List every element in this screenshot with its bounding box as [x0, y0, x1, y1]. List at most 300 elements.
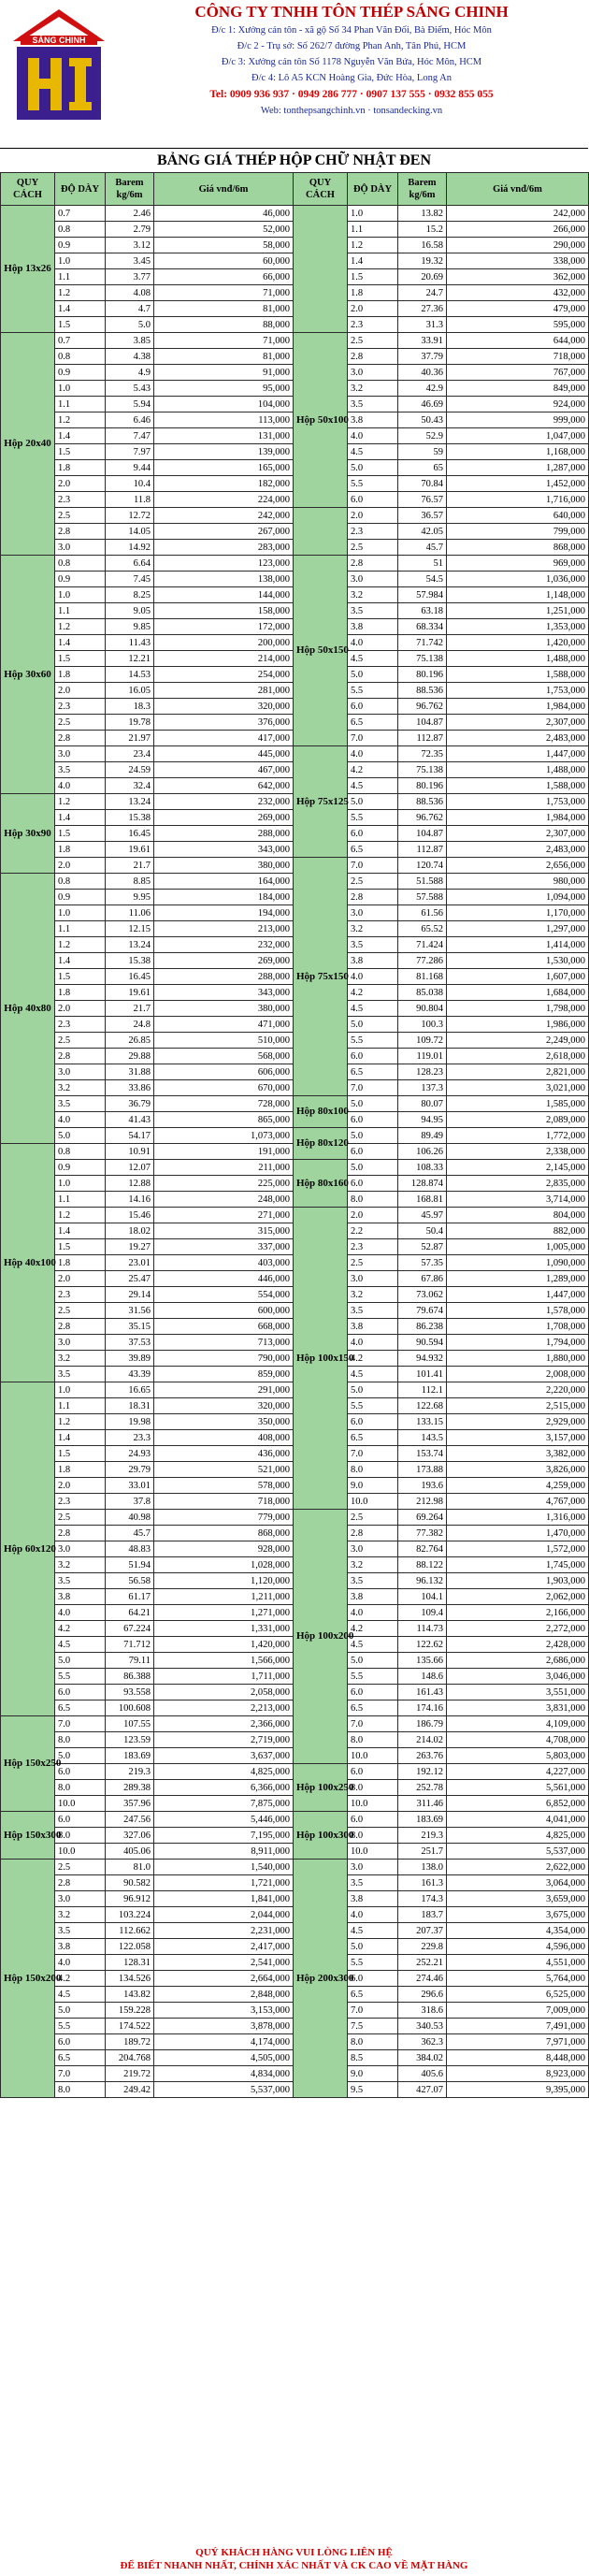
table-row: [1, 1860, 589, 1875]
thickness-cell: 0.9: [55, 1160, 106, 1176]
barem-cell: 252.78: [398, 1780, 447, 1796]
price-cell: 4,505,000: [154, 2050, 294, 2066]
barem-cell: 40.36: [398, 365, 447, 381]
barem-cell: 108.33: [398, 1160, 447, 1176]
price-cell: 3,551,000: [447, 1685, 589, 1700]
barem-cell: 56.58: [106, 1573, 154, 1589]
barem-cell: 31.56: [106, 1303, 154, 1319]
price-cell: 1,903,000: [447, 1573, 589, 1589]
thickness-cell: 2.5: [348, 333, 398, 349]
price-cell: 283,000: [154, 540, 294, 556]
price-cell: 4,041,000: [447, 1812, 589, 1828]
thickness-cell: 1.8: [55, 1462, 106, 1478]
thickness-cell: 1.4: [348, 253, 398, 269]
barem-cell: 29.79: [106, 1462, 154, 1478]
price-cell: 8,923,000: [447, 2066, 589, 2082]
thickness-cell: 2.8: [348, 890, 398, 905]
thickness-cell: 5.0: [348, 667, 398, 683]
spec-cell: Hộp 50x150: [294, 556, 348, 746]
barem-cell: 24.8: [106, 1017, 154, 1033]
barem-cell: 81.168: [398, 969, 447, 985]
barem-cell: 112.1: [398, 1382, 447, 1398]
thickness-cell: 4.5: [348, 444, 398, 460]
barem-cell: 4.9: [106, 365, 154, 381]
thickness-cell: 3.5: [55, 1367, 106, 1382]
thickness-cell: 4.5: [55, 1987, 106, 2003]
address-line: Đ/c 1: Xưởng cán tôn - xã gộ Số 34 Phan Văn Đối, Bà Điểm, Hóc Môn: [211, 25, 492, 36]
barem-cell: 219.3: [106, 1764, 154, 1780]
price-cell: 4,174,000: [154, 2034, 294, 2050]
barem-cell: 65.52: [398, 921, 447, 937]
price-cell: 58,000: [154, 238, 294, 253]
price-cell: 3,382,000: [447, 1446, 589, 1462]
barem-cell: 14.92: [106, 540, 154, 556]
price-cell: 1,745,000: [447, 1557, 589, 1573]
price-cell: 2,835,000: [447, 1176, 589, 1192]
barem-cell: 90.804: [398, 1001, 447, 1017]
thickness-cell: 2.8: [55, 1875, 106, 1891]
barem-cell: 86.388: [106, 1669, 154, 1685]
thickness-cell: 5.0: [55, 1653, 106, 1669]
barem-cell: 12.88: [106, 1176, 154, 1192]
price-cell: 376,000: [154, 715, 294, 731]
price-cell: 668,000: [154, 1319, 294, 1335]
price-cell: 2,686,000: [447, 1653, 589, 1669]
price-cell: 5,537,000: [154, 2082, 294, 2098]
thickness-cell: 8.0: [348, 1462, 398, 1478]
price-cell: 2,483,000: [447, 731, 589, 746]
barem-cell: 173.88: [398, 1462, 447, 1478]
price-cell: 254,000: [154, 667, 294, 683]
barem-cell: 16.45: [106, 826, 154, 842]
price-cell: 91,000: [154, 365, 294, 381]
thickness-cell: 1.2: [348, 238, 398, 253]
price-cell: 214,000: [154, 651, 294, 667]
price-cell: 642,000: [154, 778, 294, 794]
footer: [0, 2546, 588, 2576]
barem-cell: 183.69: [398, 1812, 447, 1828]
barem-cell: 103.224: [106, 1907, 154, 1923]
thickness-cell: 2.0: [348, 508, 398, 524]
barem-cell: 19.98: [106, 1414, 154, 1430]
price-cell: 6,525,000: [447, 1987, 589, 2003]
thickness-cell: 4.0: [55, 1605, 106, 1621]
thickness-cell: 5.5: [348, 683, 398, 699]
price-cell: 113,000: [154, 412, 294, 428]
thickness-cell: 6.0: [348, 826, 398, 842]
barem-cell: 2.79: [106, 222, 154, 238]
price-cell: 232,000: [154, 937, 294, 953]
barem-cell: 18.02: [106, 1223, 154, 1239]
thickness-cell: 3.2: [55, 1351, 106, 1367]
barem-cell: 318.6: [398, 2003, 447, 2019]
barem-cell: 24.93: [106, 1446, 154, 1462]
thickness-cell: 3.0: [55, 1891, 106, 1907]
barem-cell: 128.31: [106, 1955, 154, 1971]
price-cell: 315,000: [154, 1223, 294, 1239]
thickness-cell: 1.0: [55, 253, 106, 269]
barem-cell: 120.74: [398, 858, 447, 874]
thickness-cell: 3.0: [55, 1541, 106, 1557]
barem-cell: 80.196: [398, 778, 447, 794]
price-cell: 849,000: [447, 381, 589, 397]
price-cell: 1,488,000: [447, 762, 589, 778]
barem-cell: 33.91: [398, 333, 447, 349]
table-row: [1, 556, 589, 572]
thickness-cell: 2.0: [55, 1001, 106, 1017]
price-cell: 3,153,000: [154, 2003, 294, 2019]
thickness-cell: 1.8: [55, 460, 106, 476]
price-cell: 595,000: [447, 317, 589, 333]
thickness-cell: 8.0: [55, 1780, 106, 1796]
spec-cell: Hộp 100x300: [294, 1812, 348, 1860]
barem-cell: 357.96: [106, 1796, 154, 1812]
thickness-cell: 3.8: [348, 619, 398, 635]
price-cell: 320,000: [154, 1398, 294, 1414]
thickness-cell: 3.5: [55, 1096, 106, 1112]
spec-cell: Hộp 60x120: [1, 1382, 55, 1716]
barem-cell: 19.27: [106, 1239, 154, 1255]
barem-cell: 13.82: [398, 206, 447, 222]
thickness-cell: 6.5: [348, 1064, 398, 1080]
barem-cell: 57.35: [398, 1255, 447, 1271]
barem-cell: 77.286: [398, 953, 447, 969]
price-cell: 479,000: [447, 301, 589, 317]
barem-cell: 29.88: [106, 1049, 154, 1064]
price-cell: 200,000: [154, 635, 294, 651]
barem-cell: 12.15: [106, 921, 154, 937]
barem-cell: 122.62: [398, 1637, 447, 1653]
price-cell: 1,984,000: [447, 699, 589, 715]
price-cell: 267,000: [154, 524, 294, 540]
price-cell: 2,213,000: [154, 1700, 294, 1716]
table-row: [1, 1096, 589, 1112]
price-cell: 4,109,000: [447, 1716, 589, 1732]
barem-cell: 11.06: [106, 905, 154, 921]
price-cell: 1,880,000: [447, 1351, 589, 1367]
price-cell: 172,000: [154, 619, 294, 635]
barem-cell: 161.3: [398, 1875, 447, 1891]
barem-cell: 114.73: [398, 1621, 447, 1637]
barem-cell: 122.68: [398, 1398, 447, 1414]
thickness-cell: 3.8: [348, 1589, 398, 1605]
price-cell: 3,064,000: [447, 1875, 589, 1891]
barem-cell: 104.1: [398, 1589, 447, 1605]
barem-cell: 31.3: [398, 317, 447, 333]
thickness-cell: 2.3: [55, 1494, 106, 1510]
thickness-cell: 1.5: [55, 651, 106, 667]
barem-cell: 6.46: [106, 412, 154, 428]
price-cell: 3,826,000: [447, 1462, 589, 1478]
barem-cell: 137.3: [398, 1080, 447, 1096]
price-cell: 1,353,000: [447, 619, 589, 635]
thickness-cell: 3.0: [348, 365, 398, 381]
thickness-cell: 1.2: [55, 619, 106, 635]
thickness-cell: 4.2: [348, 985, 398, 1001]
barem-cell: 3.85: [106, 333, 154, 349]
thickness-cell: 4.0: [55, 1112, 106, 1128]
thickness-cell: 1.1: [55, 1398, 106, 1414]
spec-cell: Hộp 100x150: [294, 1208, 348, 1510]
barem-cell: 5.43: [106, 381, 154, 397]
logo-text: SÁNG CHINH: [32, 36, 86, 45]
barem-cell: 104.87: [398, 715, 447, 731]
price-cell: 2,220,000: [447, 1382, 589, 1398]
thickness-cell: 7.0: [348, 731, 398, 746]
barem-cell: 14.05: [106, 524, 154, 540]
price-cell: 1,005,000: [447, 1239, 589, 1255]
price-cell: 191,000: [154, 1144, 294, 1160]
price-cell: 1,585,000: [447, 1096, 589, 1112]
price-cell: 6,366,000: [154, 1780, 294, 1796]
thickness-cell: 1.5: [55, 826, 106, 842]
thickness-cell: 3.5: [55, 762, 106, 778]
barem-cell: 70.84: [398, 476, 447, 492]
thickness-cell: 0.8: [55, 349, 106, 365]
price-cell: 4,834,000: [154, 2066, 294, 2082]
price-cell: 2,848,000: [154, 1987, 294, 2003]
thickness-cell: 5.5: [348, 810, 398, 826]
price-cell: 521,000: [154, 1462, 294, 1478]
price-cell: 1,148,000: [447, 587, 589, 603]
barem-cell: 68.334: [398, 619, 447, 635]
price-cell: 4,596,000: [447, 1939, 589, 1955]
thickness-cell: 0.8: [55, 874, 106, 890]
barem-cell: 212.98: [398, 1494, 447, 1510]
barem-cell: 5.94: [106, 397, 154, 412]
thickness-cell: 6.0: [348, 492, 398, 508]
barem-cell: 161.43: [398, 1685, 447, 1700]
price-cell: 928,000: [154, 1541, 294, 1557]
table-row: [1, 858, 589, 874]
spec-cell: Hộp 50x100: [294, 333, 348, 508]
price-cell: 1,090,000: [447, 1255, 589, 1271]
thickness-cell: 3.2: [55, 1907, 106, 1923]
price-cell: 8,911,000: [154, 1844, 294, 1860]
barem-cell: 16.45: [106, 969, 154, 985]
barem-cell: 122.058: [106, 1939, 154, 1955]
price-cell: 46,000: [154, 206, 294, 222]
barem-cell: 52.9: [398, 428, 447, 444]
barem-cell: 192.12: [398, 1764, 447, 1780]
barem-cell: 13.24: [106, 794, 154, 810]
price-cell: 1,251,000: [447, 603, 589, 619]
price-cell: 71,000: [154, 333, 294, 349]
price-cell: 2,656,000: [447, 858, 589, 874]
price-cell: 1,984,000: [447, 810, 589, 826]
thickness-cell: 2.3: [348, 1239, 398, 1255]
thickness-cell: 4.5: [348, 1001, 398, 1017]
price-cell: 7,009,000: [447, 2003, 589, 2019]
barem-cell: 214.02: [398, 1732, 447, 1748]
table-row: [1, 1510, 589, 1526]
barem-cell: 52.87: [398, 1239, 447, 1255]
thickness-cell: 0.9: [55, 572, 106, 587]
price-cell: 271,000: [154, 1208, 294, 1223]
thickness-cell: 1.8: [55, 1255, 106, 1271]
thickness-cell: 6.5: [348, 1700, 398, 1716]
thickness-cell: 4.2: [55, 1621, 106, 1637]
thickness-cell: 6.5: [348, 715, 398, 731]
barem-cell: 16.65: [106, 1382, 154, 1398]
thickness-cell: 2.5: [348, 1510, 398, 1526]
thickness-cell: 0.7: [55, 333, 106, 349]
thickness-cell: 6.0: [348, 1112, 398, 1128]
thickness-cell: 2.0: [55, 858, 106, 874]
price-cell: 1,588,000: [447, 667, 589, 683]
thickness-cell: 6.0: [348, 1414, 398, 1430]
barem-cell: 148.6: [398, 1669, 447, 1685]
table-row: [1, 508, 589, 524]
thickness-cell: 3.8: [348, 1891, 398, 1907]
barem-cell: 16.58: [398, 238, 447, 253]
footer-contact-line: QUÝ KHÁCH HÀNG VUI LÒNG LIÊN HỆ: [195, 2547, 393, 2558]
thickness-cell: 3.0: [55, 1335, 106, 1351]
thickness-cell: 6.0: [348, 1812, 398, 1828]
price-cell: 882,000: [447, 1223, 589, 1239]
price-cell: 799,000: [447, 524, 589, 540]
barem-cell: 4.08: [106, 285, 154, 301]
price-cell: 969,000: [447, 556, 589, 572]
table-row: [1, 206, 589, 222]
barem-cell: 174.16: [398, 1700, 447, 1716]
price-cell: 1,447,000: [447, 746, 589, 762]
barem-cell: 3.45: [106, 253, 154, 269]
thickness-cell: 7.0: [348, 858, 398, 874]
thickness-cell: 5.0: [348, 1939, 398, 1955]
thickness-cell: 1.5: [55, 1446, 106, 1462]
barem-cell: 27.36: [398, 301, 447, 317]
barem-cell: 2.46: [106, 206, 154, 222]
barem-cell: 45.97: [398, 1208, 447, 1223]
price-cell: 1,708,000: [447, 1319, 589, 1335]
thickness-cell: 1.8: [55, 667, 106, 683]
thickness-cell: 6.0: [348, 1685, 398, 1700]
price-cell: 1,170,000: [447, 905, 589, 921]
company-logo: [7, 6, 110, 123]
price-cell: 1,607,000: [447, 969, 589, 985]
thickness-cell: 4.5: [348, 778, 398, 794]
thickness-cell: 1.2: [55, 412, 106, 428]
barem-cell: 33.01: [106, 1478, 154, 1494]
price-cell: 3,046,000: [447, 1669, 589, 1685]
thickness-cell: 4.5: [55, 1637, 106, 1653]
price-cell: 644,000: [447, 333, 589, 349]
thickness-cell: 8.0: [348, 1780, 398, 1796]
price-cell: 8,448,000: [447, 2050, 589, 2066]
barem-cell: 13.24: [106, 937, 154, 953]
thickness-cell: 2.3: [348, 524, 398, 540]
price-cell: 417,000: [154, 731, 294, 746]
thickness-cell: 1.8: [55, 985, 106, 1001]
thickness-cell: 5.0: [348, 1096, 398, 1112]
price-cell: 1,578,000: [447, 1303, 589, 1319]
thickness-cell: 4.2: [348, 1351, 398, 1367]
thickness-cell: 5.5: [55, 2019, 106, 2034]
thickness-cell: 2.8: [55, 524, 106, 540]
thickness-cell: 6.0: [55, 1764, 106, 1780]
thickness-cell: 2.8: [348, 349, 398, 365]
barem-cell: 79.674: [398, 1303, 447, 1319]
barem-cell: 80.196: [398, 667, 447, 683]
barem-cell: 80.07: [398, 1096, 447, 1112]
price-cell: 337,000: [154, 1239, 294, 1255]
price-cell: 281,000: [154, 683, 294, 699]
thickness-cell: 2.8: [55, 1049, 106, 1064]
barem-cell: 7.97: [106, 444, 154, 460]
price-cell: 3,021,000: [447, 1080, 589, 1096]
barem-cell: 23.4: [106, 746, 154, 762]
price-cell: 60,000: [154, 253, 294, 269]
barem-cell: 21.7: [106, 1001, 154, 1017]
barem-cell: 63.18: [398, 603, 447, 619]
price-cell: 471,000: [154, 1017, 294, 1033]
thickness-cell: 10.0: [55, 1796, 106, 1812]
barem-cell: 109.72: [398, 1033, 447, 1049]
barem-cell: 37.53: [106, 1335, 154, 1351]
thickness-cell: 4.0: [348, 635, 398, 651]
header: [0, 0, 588, 147]
thickness-cell: 3.8: [348, 953, 398, 969]
barem-cell: 189.72: [106, 2034, 154, 2050]
barem-cell: 12.21: [106, 651, 154, 667]
thickness-cell: 8.0: [55, 2082, 106, 2098]
thickness-cell: 6.0: [55, 2034, 106, 2050]
thickness-cell: 6.0: [348, 699, 398, 715]
barem-cell: 6.64: [106, 556, 154, 572]
thickness-cell: 2.0: [348, 1208, 398, 1223]
barem-cell: 72.35: [398, 746, 447, 762]
table-row: [1, 1128, 589, 1144]
thickness-cell: 6.0: [55, 1685, 106, 1700]
company-name: CÔNG TY TNHH TÔN THÉP SÁNG CHINH: [194, 3, 509, 21]
barem-cell: 427.07: [398, 2082, 447, 2098]
thickness-cell: 2.8: [55, 1319, 106, 1335]
thickness-cell: 6.5: [348, 1430, 398, 1446]
thickness-cell: 0.9: [55, 890, 106, 905]
barem-cell: 51.588: [398, 874, 447, 890]
barem-cell: 35.15: [106, 1319, 154, 1335]
barem-cell: 9.85: [106, 619, 154, 635]
price-cell: 2,719,000: [154, 1732, 294, 1748]
barem-cell: 384.02: [398, 2050, 447, 2066]
price-cell: 211,000: [154, 1160, 294, 1176]
price-cell: 288,000: [154, 969, 294, 985]
price-table-body: [1, 206, 589, 2098]
price-cell: 1,094,000: [447, 890, 589, 905]
spec-cell: Hộp 150x250: [1, 1716, 55, 1812]
price-cell: 4,825,000: [154, 1764, 294, 1780]
barem-cell: 40.98: [106, 1510, 154, 1526]
thickness-cell: 3.0: [55, 540, 106, 556]
barem-cell: 296.6: [398, 1987, 447, 2003]
thickness-cell: 1.4: [55, 1430, 106, 1446]
barem-cell: 96.762: [398, 699, 447, 715]
price-cell: 1,331,000: [154, 1621, 294, 1637]
col-header-thickness: ĐỘ DÀY: [55, 173, 106, 206]
barem-cell: 249.42: [106, 2082, 154, 2098]
footer-note-line: ĐỂ BIẾT NHANH NHẤT, CHÍNH XÁC NHẤT VÀ CK CAO VỀ MẶT HÀNG: [120, 2560, 468, 2571]
barem-cell: 43.39: [106, 1367, 154, 1382]
barem-cell: 86.238: [398, 1319, 447, 1335]
price-cell: 5,803,000: [447, 1748, 589, 1764]
barem-cell: 4.38: [106, 349, 154, 365]
barem-cell: 174.522: [106, 2019, 154, 2034]
barem-cell: 88.536: [398, 683, 447, 699]
price-cell: 718,000: [154, 1494, 294, 1510]
price-cell: 1,986,000: [447, 1017, 589, 1033]
thickness-cell: 0.8: [55, 222, 106, 238]
